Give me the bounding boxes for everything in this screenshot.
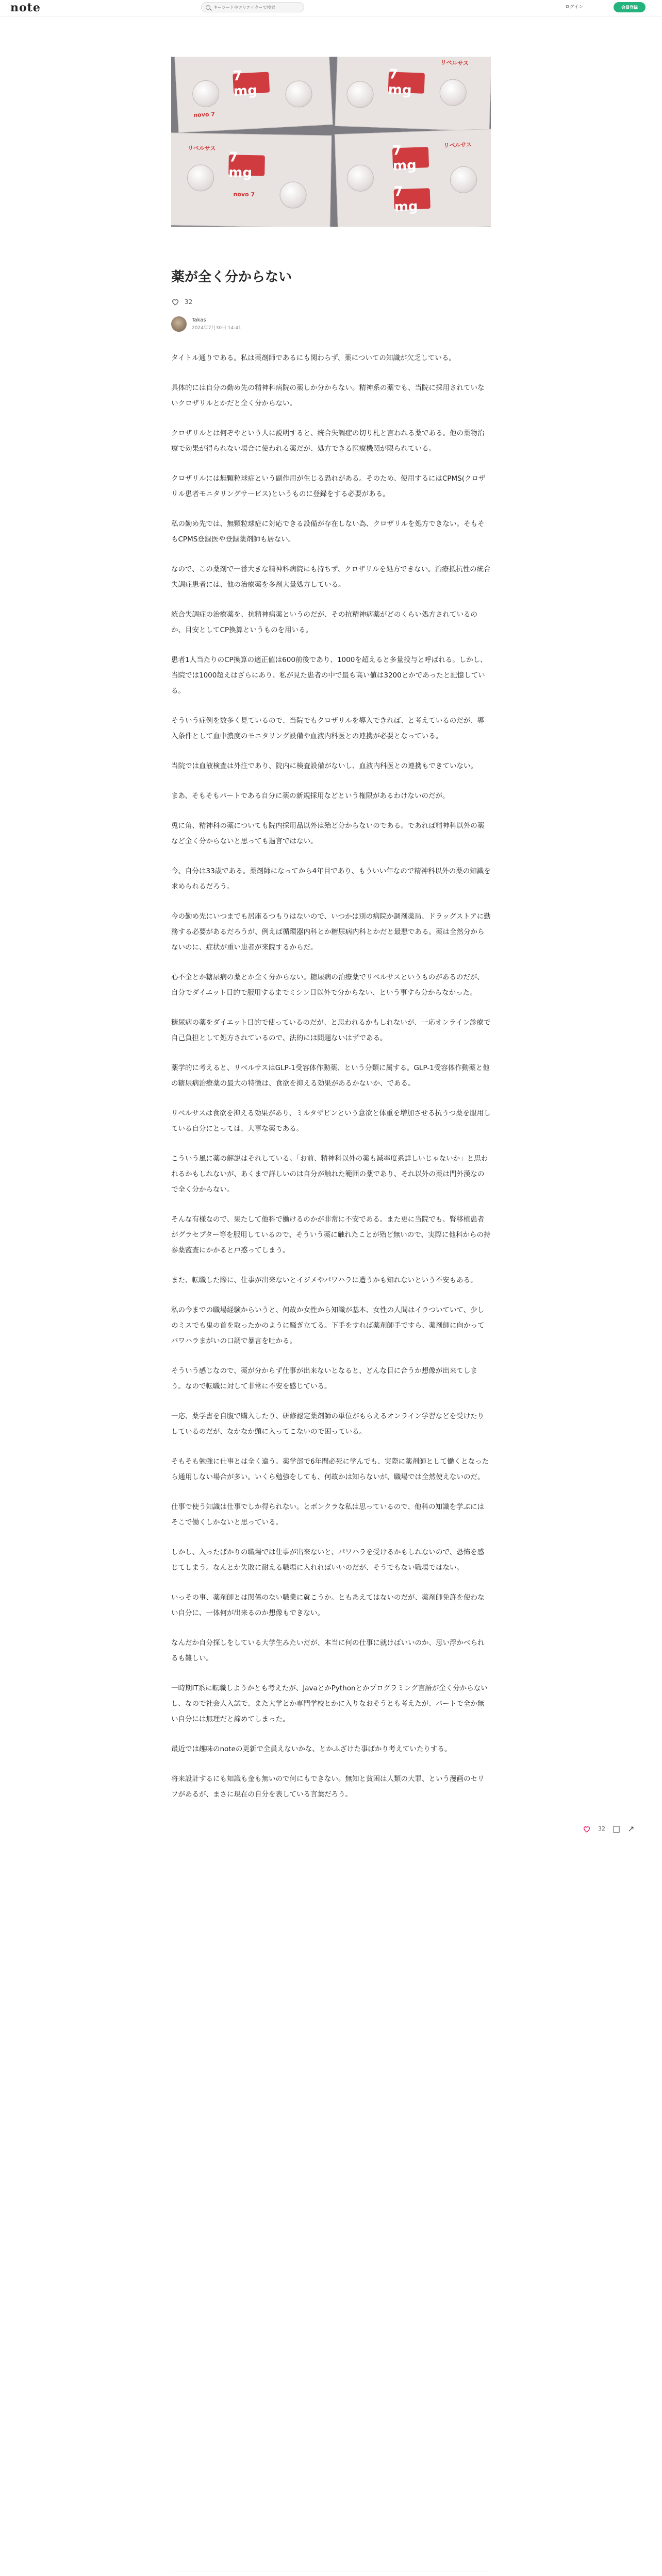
paragraph: なんだか自分探しをしている大学生みたいだが、本当に何の仕事に就けばいいのか、思い浮かべられるも難しい。 <box>171 1639 485 1663</box>
blister <box>285 80 313 108</box>
paragraph: 将来設計するにも知識も金も無いので何にもできない。無知と貧困は人類の大罪、という漫画のセリフがあるが、まさに現在の自分を表している言葉だろう。 <box>171 1775 485 1799</box>
paragraph: 今の勤め先にいつまでも居座るつもりはないので、いつかは別の病院か調剤薬局、ドラッグストアに勤務する必要があるだろうが、例えば循環器内科とか糖尿病内科とかだと最悪である。薬は全然分からないのに、症状が重い患者が来院するからだ。 <box>171 912 491 952</box>
note-logo[interactable]: note <box>10 1 41 14</box>
dose-label: 7 mg <box>388 72 425 93</box>
signup-button[interactable]: 会員登録 <box>614 2 646 12</box>
dose-label: 7 mg <box>228 155 265 176</box>
paragraph: まあ、そもそもパートである自分に薬の新規採用などという権限があるわけないのだが。 <box>171 792 450 800</box>
article-title: 薬が全く分からない <box>171 269 292 285</box>
like-count: 32 <box>185 298 193 306</box>
paragraph: 糖尿病の薬をダイエット目的で使っているのだが、と思われるかもしれないが、一応オンライン診療で自己負担として処方されているので、法的には問題ないはずである。 <box>171 1019 491 1042</box>
support-section <box>171 2571 491 2576</box>
site-header <box>0 0 662 16</box>
publish-date: 2024年7月30日 14:41 <box>192 326 241 331</box>
paragraph: なので、この薬剤で一番大きな精神科病院にも持ちず、クロザリルを処方できない。治療抵抗性の統合失調症患者には、他の治療薬を多剤大量処方している。 <box>171 565 491 589</box>
sheet-brand: リベルサス <box>440 59 469 67</box>
blister <box>346 164 374 192</box>
blister <box>187 164 214 192</box>
author-avatar[interactable] <box>171 316 187 332</box>
paragraph: 私の今までの職場経験からいうと、何故か女性から知識が基本、女性の人間はイラついていて、少しのミスでも鬼の首を取ったかのように騒ぎ立てる。下手をすれば薬剤師手ですら、薬剤師に向かってパワハラまがいの口調で暴言を吐かる。 <box>171 1306 485 1345</box>
paragraph: しかし、入ったばかりの職場では仕事が出来ないと、パワハラを受けるかもしれないので、恐怖を感じてしまう。なんとか失敗に耐える職場に入れればいいのだが、そうでもない職場ではない。 <box>171 1548 485 1572</box>
pill-sheet <box>174 57 333 133</box>
paragraph: また、転職した際に、仕事が出来ないとイジメやパワハラに遭うかも知れないという不安もある。 <box>171 1276 477 1284</box>
paragraph: そういう症例を数多く見ているので、当院でもクロザリルを導入できれば、と考えているのだが、導入条件として血中濃度のモニタリング設備や血液内科医との連携が必要となっている。 <box>171 717 485 740</box>
sheet-brand: リベルサス <box>187 144 216 152</box>
paragraph: 仕事で使う知識は仕事でしか得られない。とボンクラな私は思っているので、他科の知識を学ぶにはそこで働くしかないと思っている。 <box>171 1503 484 1527</box>
side-heart-icon[interactable] <box>583 1825 591 1833</box>
paragraph: 最近では趣味のnoteの更新で全員えないかな、とかふざけた事ばかり考えていたりする。 <box>171 1745 452 1753</box>
paragraph: クロザリルとは何ぞやという人に説明すると、統合失調症の切り札と言われる薬である。他の薬物治療で効果が得られない場合に使われる薬だが、処方できる医療機関が限られている。 <box>171 429 485 453</box>
share-icon[interactable]: ↗ <box>627 1824 635 1834</box>
dose-label: 7 mg <box>233 72 270 94</box>
paragraph: 患者1人当たりのCP換算の適正値は600前後であり、1000を超えると多量投与と呼ばれる。しかし、当院では1000超えはざらにあり、私が見た患者の中で最も高い値は3200とかであったと記憶している。 <box>171 656 487 695</box>
blister <box>279 181 307 209</box>
paragraph: そもそも勉強に仕事とは全く違う。薬学部で6年間必死に学んでも、実際に薬剤師として働くとなったら通用しない場合が多い。いくら勉強をしても、何故かは知らないが、職場では全然使えないのだ。 <box>171 1458 489 1481</box>
paragraph: 私の勤め先では、無顆粒球症に対応できる設備が存在しない為、クロザリルを処方できない。そもそもCPMS登録医や登録薬剤師も居ない。 <box>171 520 485 544</box>
floating-action-bar <box>583 1824 635 1834</box>
pill-sheet <box>171 132 332 227</box>
blister <box>450 166 477 194</box>
heart-icon[interactable] <box>171 298 179 306</box>
paragraph: こういう風に薬の解説はそれしている。「お前、精神科以外の薬も減率度系詳しいじゃないか」と思われるかもしれないが、あくまで詳しいのは自分が触れた範囲の薬であり、それ以外の薬は門外漢なので全く分からない。 <box>171 1155 488 1194</box>
article-main <box>171 268 491 1817</box>
blister <box>346 81 374 109</box>
pill-sheet <box>335 129 491 227</box>
blister <box>439 79 467 107</box>
paragraph: タイトル通りである。私は薬剤師であるにも関わらず、薬についての知識が欠乏している。 <box>171 354 456 362</box>
paragraph: いっその事、薬剤師とは関係のない職業に就こうか。ともあえてはないのだが、薬剤師免許を使わない自分に、一体何が出来るのか想像もできない。 <box>171 1594 485 1617</box>
paragraph: 今、自分は33歳である。薬剤師になってから4年目であり、もういい年なので精神科以外の薬の知識を求められるだろう。 <box>171 867 491 891</box>
paragraph: 一応、薬学書を自腹で購入したり、研修認定薬剤師の単位がもらえるオンライン学習などを受けたりしているのだが、なかなか頭に入ってこないので困っている。 <box>171 1412 485 1436</box>
author-row[interactable] <box>171 316 491 332</box>
login-link[interactable]: ログイン <box>565 5 584 10</box>
paragraph: 薬学的に考えると、リベルサスはGLP-1受容体作動薬、という分類に属する。GLP-1受容体作動薬と他の糖尿病治療薬の最大の特徴は、食欲を抑える効果があるかないか、である。 <box>171 1064 490 1088</box>
search-icon <box>206 5 210 10</box>
blister <box>192 80 220 108</box>
search-bar[interactable] <box>201 2 304 12</box>
sheet-code: novo 7 <box>233 191 255 198</box>
like-row[interactable] <box>171 298 491 306</box>
paragraph: リベルサスは食欲を抑える効果があり、ミルタザピンという意欲と体重を増加させる抗うつ薬を服用している自分にとっては、大事な薬である。 <box>171 1109 491 1133</box>
dose-label: 7 mg <box>392 147 429 168</box>
paragraph: 心不全とか糖尿病の薬とか全く分からない。糖尿病の治療薬でリベルサスというものがあるのだが、自分でダイエット目的で服用するまでミシン目以外で分からない、という事すら分からなかった。 <box>171 973 484 997</box>
article-body <box>171 350 491 1802</box>
paragraph: 一時期IT系に転職しようかとも考えたが、JavaとかPythonとかプログラミング言語が全く分からないし、なので社会人入試で、また大学とか専門学校とかに入りなおそうとも考えたが、パートで全か無い自分には無理だと諦めてしまった。 <box>171 1684 488 1723</box>
comment-icon[interactable]: □ <box>613 1824 621 1834</box>
paragraph: 兎に角、精神科の薬についても院内採用品以外は殆ど分からないのである。であれば精神科以外の薬など全く分からないと思っても過言ではない。 <box>171 822 485 845</box>
paragraph: 当院では血液検査は外注であり、院内に検査設備がないし、血液内科医との連携もできていない。 <box>171 762 477 770</box>
search-input[interactable] <box>213 5 301 10</box>
sheet-brand: リベルサス <box>443 141 472 149</box>
paragraph: 具体的には自分の勤め先の精神科病院の薬しか分からない。精神系の薬でも、当院に採用されていないクロザリルとかだと全く分からない。 <box>171 384 485 408</box>
side-like-count: 32 <box>598 1825 605 1832</box>
paragraph: 統合失調症の治療薬を、抗精神病薬というのだが、その抗精神病薬がどのくらい処方されているのか、目安としてCP換算というものを用いる。 <box>171 611 477 634</box>
sheet-code: novo 7 <box>193 111 216 119</box>
dose-label: 7 mg <box>394 188 431 210</box>
pill-sheet <box>335 57 491 131</box>
paragraph: クロザリルには無顆粒球症という副作用が生じる恐れがある。そのため、使用するにはCPMS(クロザリル患者モニタリングサービス)というものに登録をする必要がある。 <box>171 474 486 498</box>
paragraph: そんな有様なので、果たして他科で働けるのかが非常に不安である。また更に当院でも、腎移植患者がグラセプター等を服用しているので、そういう薬に触れたことが殆ど無いので、実際に他科からの持参薬監査にかかると戸惑ってしまう。 <box>171 1215 491 1255</box>
paragraph: そういう感じなので、薬が分からず仕事が出来ないとなると、どんな目に合うか想像が出来てしまう。なので転職に対して非常に不安を感じている。 <box>171 1367 477 1391</box>
author-name[interactable]: Takas <box>192 317 206 323</box>
article-header-image <box>171 57 491 227</box>
